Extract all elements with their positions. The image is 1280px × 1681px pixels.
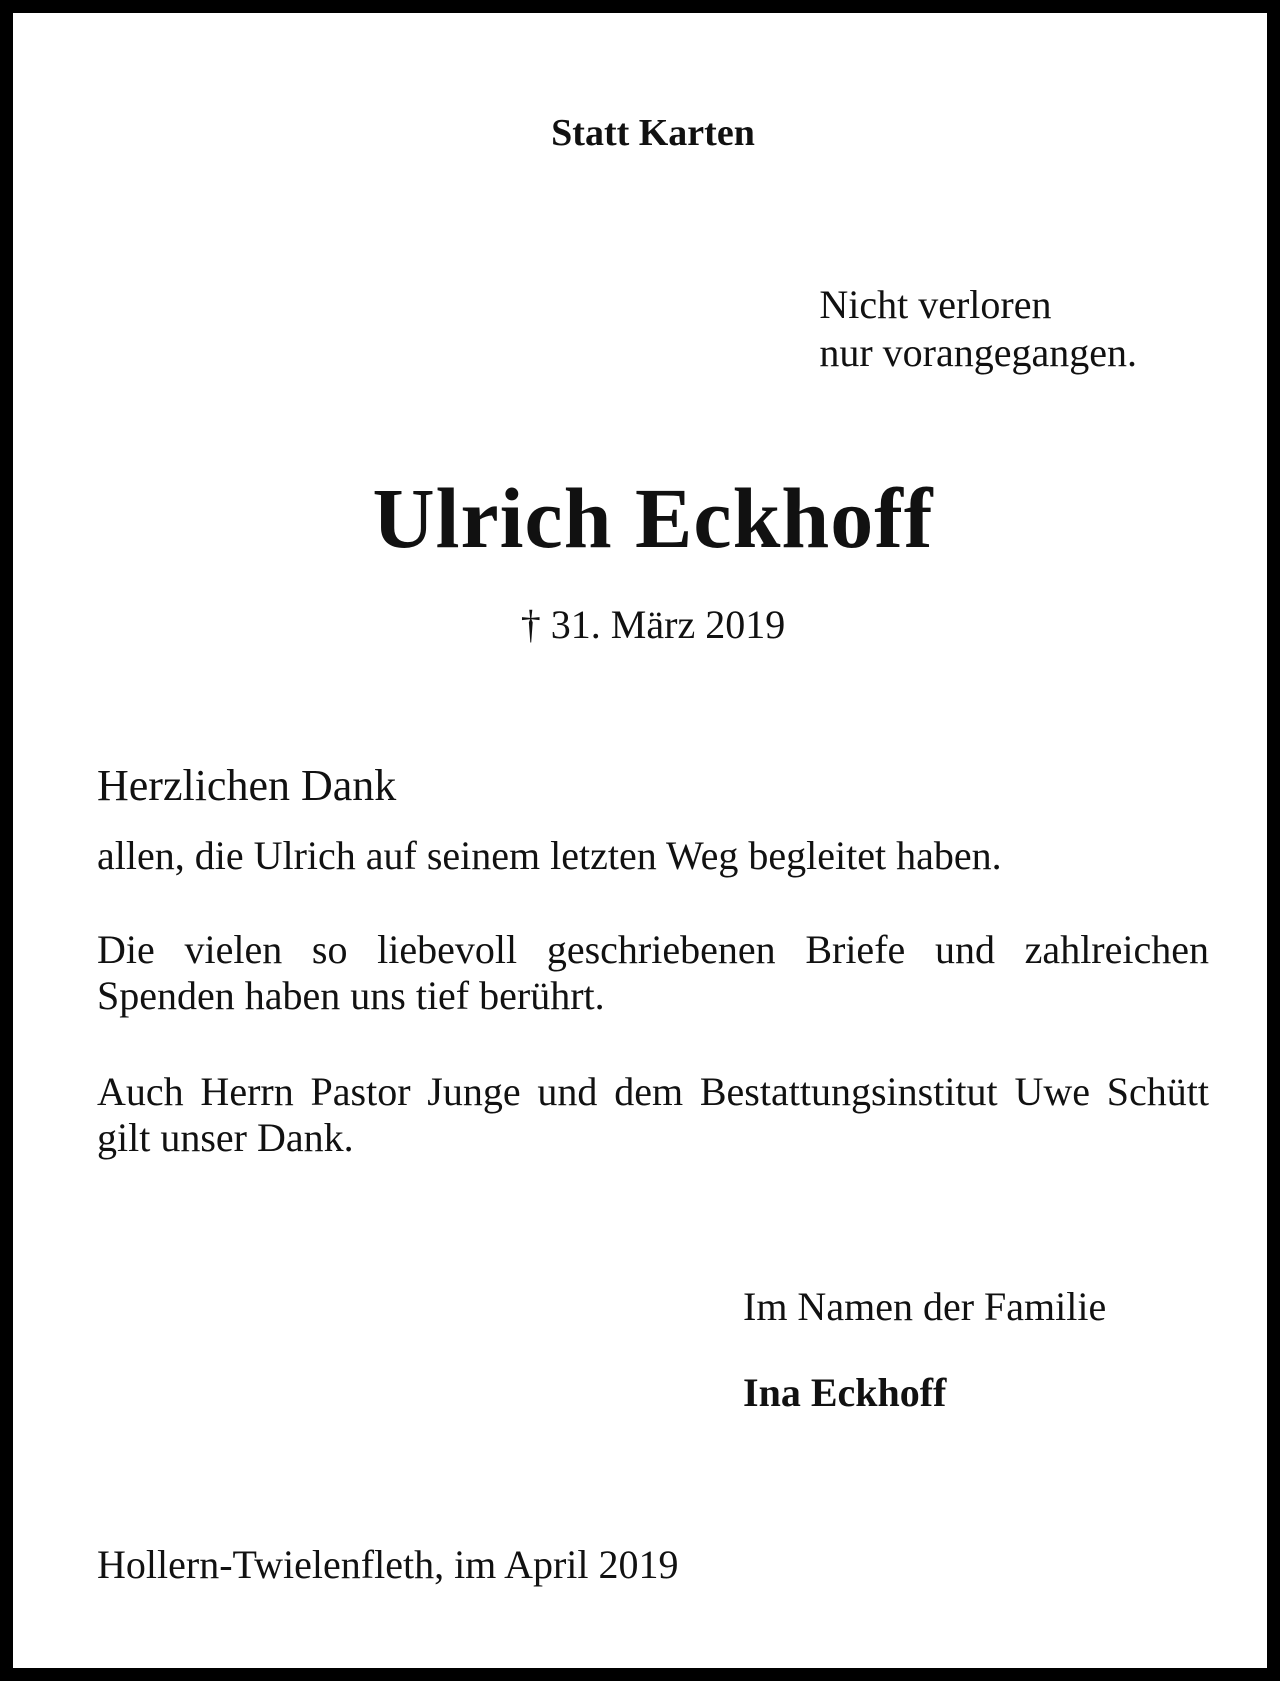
deceased-name: Ulrich Eckhoff (372, 470, 934, 566)
signoff: Im Namen der Familie (743, 1284, 1107, 1329)
greeting: Herzlichen Dank (97, 761, 397, 810)
paragraph-3: Auch Herrn Pastor Junge und dem Bestattungsinstitut Uwe Schütt gilt unser Dank. (97, 1069, 1209, 1160)
signer-name: Ina Eckhoff (743, 1370, 947, 1415)
place-date: Hollern-Twielenfleth, im April 2019 (97, 1542, 679, 1587)
paragraph-2: Die vielen so liebevoll geschriebenen Briefe und zahlreichen Spenden haben uns tief berührt. (97, 927, 1209, 1018)
notice-header: Statt Karten (551, 112, 755, 154)
motto (819, 281, 1137, 377)
paragraph-1: allen, die Ulrich auf seinem letzten Weg begleitet haben. (97, 833, 1002, 878)
motto-line-1: Nicht verloren (819, 282, 1052, 327)
motto-line-2: nur vorangegangen. (819, 330, 1137, 375)
death-date: † 31. März 2019 (520, 602, 786, 647)
